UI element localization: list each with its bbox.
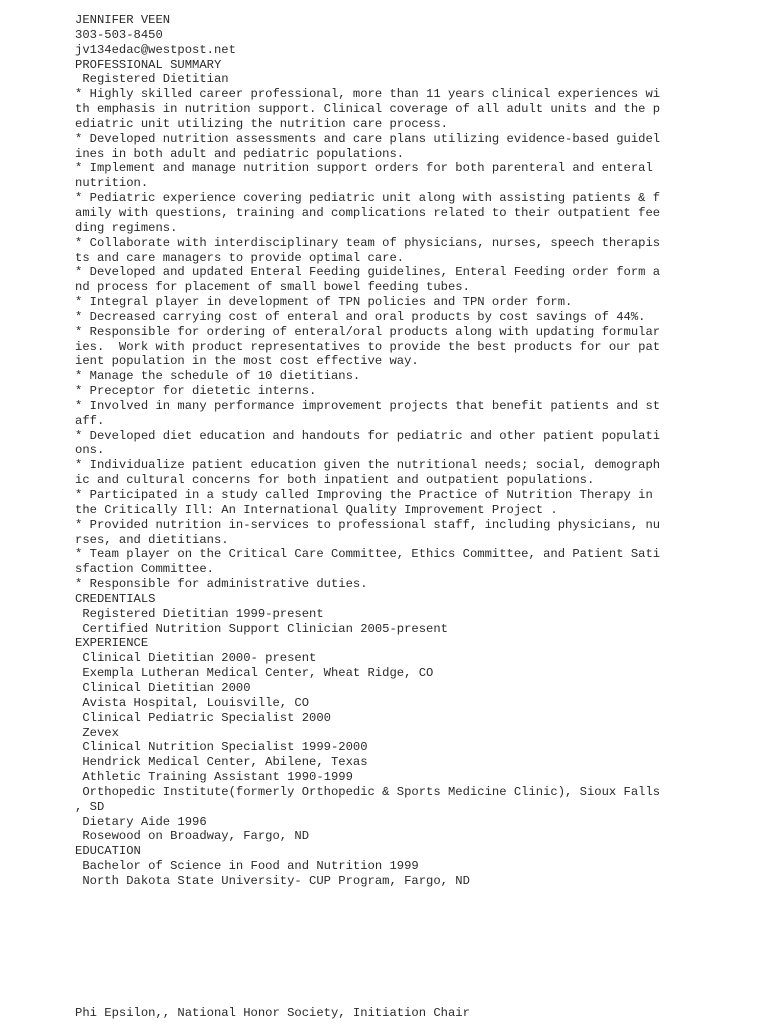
resume-line: * Pediatric experience covering pediatric unit along with assisting patients & f <box>75 191 661 206</box>
resume-line: sfaction Committee. <box>75 562 214 577</box>
resume-line: * Preceptor for dietetic interns. <box>75 384 317 399</box>
resume-line: North Dakota State University- CUP Program, Fargo, ND <box>75 873 470 888</box>
resume-line: * Manage the schedule of 10 dietitians. <box>75 369 361 384</box>
resume-line: Exempla Lutheran Medical Center, Wheat Ridge, CO <box>75 666 434 681</box>
resume-line: nd process for placement of small bowel feeding tubes. <box>75 280 470 295</box>
resume-line: EXPERIENCE <box>75 636 149 651</box>
resume-line: ts and care managers to provide optimal care. <box>75 250 405 265</box>
resume-line: nutrition. <box>75 176 149 191</box>
resume-line: * Responsible for ordering of enteral/oral products along with updating formular <box>75 324 661 339</box>
resume-line: * Decreased carrying cost of enteral and oral products by cost savings of 44%. <box>75 309 646 324</box>
resume-line: 303-503-8450 <box>75 27 163 42</box>
resume-line: ediatric unit utilizing the nutrition care process. <box>75 116 448 131</box>
resume-line: * Highly skilled career professional, more than 11 years clinical experiences wi <box>75 87 661 102</box>
resume-line: Clinical Nutrition Specialist 1999-2000 <box>75 740 368 755</box>
resume-line: ic and cultural concerns for both inpatient and outpatient populations. <box>75 473 595 488</box>
resume-line: jv134edac@westpost.net <box>75 42 236 57</box>
resume-line: , SD <box>75 799 105 814</box>
resume-line: the Critically Ill: An International Quality Improvement Project . <box>75 502 558 517</box>
resume-line: Hendrick Medical Center, Abilene, Texas <box>75 755 368 770</box>
resume-line: * Developed diet education and handouts for pediatric and other patient populati <box>75 428 661 443</box>
resume-line: aff. <box>75 413 105 428</box>
resume-line: Zevex <box>75 725 119 740</box>
resume-line: rses, and dietitians. <box>75 532 229 547</box>
resume-line: ines in both adult and pediatric populations. <box>75 146 405 161</box>
resume-line: * Collaborate with interdisciplinary team of physicians, nurses, speech therapis <box>75 235 661 250</box>
resume-line: Rosewood on Broadway, Fargo, ND <box>75 829 310 844</box>
resume-line: Bachelor of Science in Food and Nutrition 1999 <box>75 859 419 874</box>
resume-line: * Participated in a study called Improving the Practice of Nutrition Therapy in <box>75 488 653 502</box>
resume-line: ding regimens. <box>75 220 178 235</box>
resume-line: Avista Hospital, Louisville, CO <box>75 695 310 710</box>
resume-line: Registered Dietitian <box>75 72 229 87</box>
resume-line: Certified Nutrition Support Clinician 2005-present <box>75 621 448 636</box>
resume-line: * Involved in many performance improvement projects that benefit patients and st <box>75 398 661 413</box>
resume-line: * Implement and manage nutrition support orders for both parenteral and enteral <box>75 161 653 176</box>
resume-line: * Developed nutrition assessments and care plans utilizing evidence-based guidel <box>75 131 661 146</box>
resume-line: * Integral player in development of TPN policies and TPN order form. <box>75 295 573 310</box>
resume-line: ons. <box>75 443 105 458</box>
resume-line: PROFESSIONAL SUMMARY <box>75 57 222 72</box>
resume-line: ient population in the most cost effective way. <box>75 354 419 369</box>
resume-line: * Developed and updated Enteral Feeding guidelines, Enteral Feeding order form a <box>75 265 661 280</box>
resume-line: * Individualize patient education given the nutritional needs; social, demograph <box>75 458 661 473</box>
resume-line: Athletic Training Assistant 1990-1999 <box>75 770 353 785</box>
resume-line: ies. Work with product representatives to provide the best products for our pat <box>75 339 661 354</box>
resume-line: * Responsible for administrative duties. <box>75 577 368 592</box>
resume-line: Registered Dietitian 1999-present <box>75 606 324 621</box>
resume-line: JENNIFER VEEN <box>75 13 171 27</box>
resume-line: amily with questions, training and complications related to their outpatient fee <box>75 205 661 220</box>
resume-line: Clinical Dietitian 2000- present <box>75 651 317 666</box>
footer-honor-society-line: Phi Epsilon,, National Honor Society, Initiation Chair <box>75 1006 470 1020</box>
resume-line: * Provided nutrition in-services to professional staff, including physicians, nu <box>75 517 661 532</box>
resume-line: CREDENTIALS <box>75 591 156 606</box>
resume-line: Clinical Dietitian 2000 <box>75 680 251 695</box>
resume-line: Dietary Aide 1996 <box>75 814 207 829</box>
resume-document <box>75 13 695 889</box>
resume-line: EDUCATION <box>75 844 141 859</box>
resume-line: Clinical Pediatric Specialist 2000 <box>75 710 331 725</box>
resume-line: Orthopedic Institute(formerly Orthopedic & Sports Medicine Clinic), Sioux Falls <box>75 784 661 799</box>
resume-line: * Team player on the Critical Care Committee, Ethics Committee, and Patient Sati <box>75 547 661 562</box>
resume-line: th emphasis in nutrition support. Clinical coverage of all adult units and the p <box>75 102 661 117</box>
